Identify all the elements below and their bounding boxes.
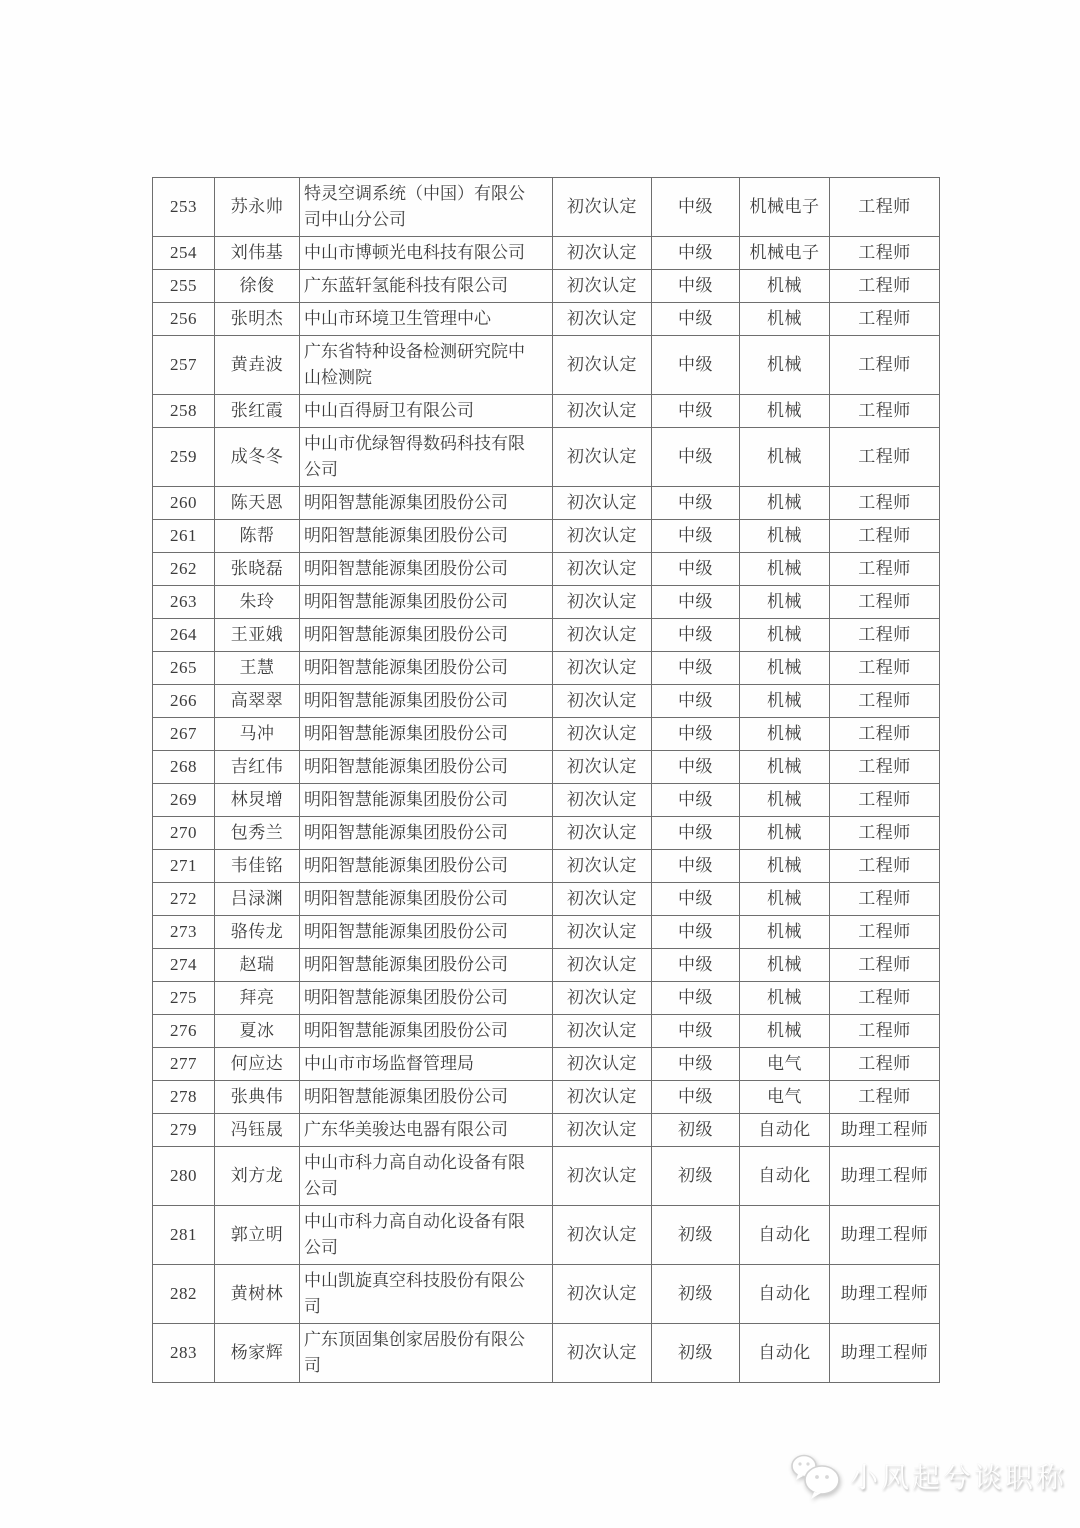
major-cell: 机械 xyxy=(740,685,830,718)
serial-cell: 271 xyxy=(153,850,215,883)
serial-cell: 275 xyxy=(153,982,215,1015)
name-cell: 陈天恩 xyxy=(215,487,300,520)
major-cell: 机械 xyxy=(740,982,830,1015)
serial-cell: 253 xyxy=(153,178,215,237)
name-cell: 夏冰 xyxy=(215,1015,300,1048)
major-cell: 机械 xyxy=(740,586,830,619)
serial-cell: 265 xyxy=(153,652,215,685)
serial-cell: 266 xyxy=(153,685,215,718)
serial-cell: 254 xyxy=(153,237,215,270)
level-cell: 中级 xyxy=(652,751,740,784)
method-cell: 初次认定 xyxy=(553,685,652,718)
title-cell: 工程师 xyxy=(830,270,940,303)
serial-cell: 255 xyxy=(153,270,215,303)
table-row xyxy=(153,982,940,1015)
name-cell: 林炅增 xyxy=(215,784,300,817)
level-cell: 中级 xyxy=(652,883,740,916)
table-row xyxy=(153,1048,940,1081)
method-cell: 初次认定 xyxy=(553,1081,652,1114)
major-cell: 机械 xyxy=(740,336,830,395)
method-cell: 初次认定 xyxy=(553,395,652,428)
company-cell: 中山百得厨卫有限公司 xyxy=(300,395,553,428)
name-cell: 张晓磊 xyxy=(215,553,300,586)
table-row xyxy=(153,883,940,916)
major-cell: 机械 xyxy=(740,949,830,982)
level-cell: 初级 xyxy=(652,1324,740,1383)
company-cell: 广东顶固集创家居股份有限公司 xyxy=(300,1324,553,1383)
title-cell: 工程师 xyxy=(830,652,940,685)
level-cell: 中级 xyxy=(652,303,740,336)
method-cell: 初次认定 xyxy=(553,751,652,784)
major-cell: 自动化 xyxy=(740,1324,830,1383)
table-row xyxy=(153,1114,940,1147)
major-cell: 机械 xyxy=(740,784,830,817)
title-cell: 工程师 xyxy=(830,1048,940,1081)
major-cell: 自动化 xyxy=(740,1114,830,1147)
company-cell: 明阳智慧能源集团股份公司 xyxy=(300,718,553,751)
table-row xyxy=(153,520,940,553)
level-cell: 初级 xyxy=(652,1206,740,1265)
company-cell: 中山市科力高自动化设备有限公司 xyxy=(300,1206,553,1265)
title-cell: 工程师 xyxy=(830,1015,940,1048)
major-cell: 机械 xyxy=(740,553,830,586)
title-cell: 工程师 xyxy=(830,718,940,751)
method-cell: 初次认定 xyxy=(553,784,652,817)
major-cell: 机械 xyxy=(740,428,830,487)
company-cell: 明阳智慧能源集团股份公司 xyxy=(300,685,553,718)
name-cell: 吕渌渊 xyxy=(215,883,300,916)
table-row xyxy=(153,586,940,619)
method-cell: 初次认定 xyxy=(553,1048,652,1081)
major-cell: 机械 xyxy=(740,270,830,303)
title-cell: 工程师 xyxy=(830,237,940,270)
serial-cell: 274 xyxy=(153,949,215,982)
major-cell: 自动化 xyxy=(740,1206,830,1265)
major-cell: 机械 xyxy=(740,487,830,520)
table-row xyxy=(153,1324,940,1383)
method-cell: 初次认定 xyxy=(553,1114,652,1147)
name-cell: 骆传龙 xyxy=(215,916,300,949)
table-row xyxy=(153,1147,940,1206)
level-cell: 初级 xyxy=(652,1265,740,1324)
title-cell: 助理工程师 xyxy=(830,1114,940,1147)
major-cell: 机械 xyxy=(740,520,830,553)
table-row xyxy=(153,303,940,336)
name-cell: 何应达 xyxy=(215,1048,300,1081)
title-cell: 工程师 xyxy=(830,850,940,883)
table-row xyxy=(153,916,940,949)
level-cell: 中级 xyxy=(652,718,740,751)
title-cell: 工程师 xyxy=(830,1081,940,1114)
company-cell: 明阳智慧能源集团股份公司 xyxy=(300,916,553,949)
serial-cell: 261 xyxy=(153,520,215,553)
name-cell: 郭立明 xyxy=(215,1206,300,1265)
name-cell: 冯钰晟 xyxy=(215,1114,300,1147)
company-cell: 明阳智慧能源集团股份公司 xyxy=(300,586,553,619)
title-cell: 助理工程师 xyxy=(830,1324,940,1383)
major-cell: 机械 xyxy=(740,817,830,850)
table-row xyxy=(153,817,940,850)
level-cell: 中级 xyxy=(652,619,740,652)
major-cell: 自动化 xyxy=(740,1265,830,1324)
method-cell: 初次认定 xyxy=(553,883,652,916)
level-cell: 中级 xyxy=(652,270,740,303)
major-cell: 机械 xyxy=(740,883,830,916)
company-cell: 明阳智慧能源集团股份公司 xyxy=(300,1081,553,1114)
method-cell: 初次认定 xyxy=(553,1265,652,1324)
company-cell: 明阳智慧能源集团股份公司 xyxy=(300,883,553,916)
method-cell: 初次认定 xyxy=(553,237,652,270)
name-cell: 马冲 xyxy=(215,718,300,751)
serial-cell: 283 xyxy=(153,1324,215,1383)
level-cell: 中级 xyxy=(652,428,740,487)
method-cell: 初次认定 xyxy=(553,1147,652,1206)
method-cell: 初次认定 xyxy=(553,718,652,751)
table-row xyxy=(153,1081,940,1114)
major-cell: 自动化 xyxy=(740,1147,830,1206)
method-cell: 初次认定 xyxy=(553,270,652,303)
name-cell: 徐俊 xyxy=(215,270,300,303)
table-row xyxy=(153,619,940,652)
company-cell: 明阳智慧能源集团股份公司 xyxy=(300,520,553,553)
level-cell: 中级 xyxy=(652,487,740,520)
name-cell: 吉红伟 xyxy=(215,751,300,784)
name-cell: 刘方龙 xyxy=(215,1147,300,1206)
method-cell: 初次认定 xyxy=(553,916,652,949)
major-cell: 机械 xyxy=(740,718,830,751)
company-cell: 明阳智慧能源集团股份公司 xyxy=(300,553,553,586)
company-cell: 明阳智慧能源集团股份公司 xyxy=(300,751,553,784)
serial-cell: 281 xyxy=(153,1206,215,1265)
method-cell: 初次认定 xyxy=(553,487,652,520)
level-cell: 中级 xyxy=(652,652,740,685)
company-cell: 明阳智慧能源集团股份公司 xyxy=(300,850,553,883)
table-row xyxy=(153,652,940,685)
method-cell: 初次认定 xyxy=(553,619,652,652)
serial-cell: 278 xyxy=(153,1081,215,1114)
title-cell: 工程师 xyxy=(830,751,940,784)
title-cell: 工程师 xyxy=(830,178,940,237)
serial-cell: 263 xyxy=(153,586,215,619)
level-cell: 中级 xyxy=(652,949,740,982)
title-cell: 工程师 xyxy=(830,949,940,982)
title-cell: 工程师 xyxy=(830,520,940,553)
name-cell: 拜亮 xyxy=(215,982,300,1015)
method-cell: 初次认定 xyxy=(553,652,652,685)
company-cell: 明阳智慧能源集团股份公司 xyxy=(300,1015,553,1048)
major-cell: 机械 xyxy=(740,1015,830,1048)
qualification-table xyxy=(152,177,940,1383)
name-cell: 王慧 xyxy=(215,652,300,685)
serial-cell: 262 xyxy=(153,553,215,586)
table-row xyxy=(153,428,940,487)
table-row xyxy=(153,553,940,586)
method-cell: 初次认定 xyxy=(553,1015,652,1048)
company-cell: 中山凯旋真空科技股份有限公司 xyxy=(300,1265,553,1324)
serial-cell: 270 xyxy=(153,817,215,850)
name-cell: 王亚娥 xyxy=(215,619,300,652)
table-row xyxy=(153,395,940,428)
title-cell: 工程师 xyxy=(830,817,940,850)
name-cell: 韦佳铭 xyxy=(215,850,300,883)
table-row xyxy=(153,336,940,395)
title-cell: 助理工程师 xyxy=(830,1206,940,1265)
title-cell: 工程师 xyxy=(830,883,940,916)
serial-cell: 260 xyxy=(153,487,215,520)
method-cell: 初次认定 xyxy=(553,428,652,487)
title-cell: 工程师 xyxy=(830,916,940,949)
title-cell: 工程师 xyxy=(830,619,940,652)
level-cell: 中级 xyxy=(652,817,740,850)
name-cell: 刘伟基 xyxy=(215,237,300,270)
company-cell: 特灵空调系统（中国）有限公司中山分公司 xyxy=(300,178,553,237)
level-cell: 中级 xyxy=(652,1048,740,1081)
major-cell: 机械 xyxy=(740,395,830,428)
company-cell: 中山市博顿光电科技有限公司 xyxy=(300,237,553,270)
method-cell: 初次认定 xyxy=(553,178,652,237)
level-cell: 初级 xyxy=(652,1114,740,1147)
title-cell: 工程师 xyxy=(830,685,940,718)
name-cell: 张红霞 xyxy=(215,395,300,428)
title-cell: 工程师 xyxy=(830,428,940,487)
serial-cell: 277 xyxy=(153,1048,215,1081)
company-cell: 明阳智慧能源集团股份公司 xyxy=(300,487,553,520)
level-cell: 中级 xyxy=(652,685,740,718)
level-cell: 中级 xyxy=(652,784,740,817)
method-cell: 初次认定 xyxy=(553,586,652,619)
title-cell: 助理工程师 xyxy=(830,1265,940,1324)
major-cell: 机械 xyxy=(740,916,830,949)
watermark xyxy=(790,1452,1067,1500)
table-row xyxy=(153,718,940,751)
name-cell: 成冬冬 xyxy=(215,428,300,487)
serial-cell: 279 xyxy=(153,1114,215,1147)
major-cell: 机械 xyxy=(740,751,830,784)
serial-cell: 264 xyxy=(153,619,215,652)
level-cell: 中级 xyxy=(652,553,740,586)
company-cell: 明阳智慧能源集团股份公司 xyxy=(300,982,553,1015)
company-cell: 广东华美骏达电器有限公司 xyxy=(300,1114,553,1147)
table-row xyxy=(153,487,940,520)
major-cell: 电气 xyxy=(740,1048,830,1081)
level-cell: 中级 xyxy=(652,916,740,949)
name-cell: 张明杰 xyxy=(215,303,300,336)
major-cell: 机械 xyxy=(740,619,830,652)
method-cell: 初次认定 xyxy=(553,520,652,553)
name-cell: 黄树林 xyxy=(215,1265,300,1324)
title-cell: 工程师 xyxy=(830,395,940,428)
method-cell: 初次认定 xyxy=(553,553,652,586)
serial-cell: 269 xyxy=(153,784,215,817)
level-cell: 中级 xyxy=(652,850,740,883)
name-cell: 朱玲 xyxy=(215,586,300,619)
serial-cell: 259 xyxy=(153,428,215,487)
table-row xyxy=(153,1206,940,1265)
level-cell: 中级 xyxy=(652,520,740,553)
method-cell: 初次认定 xyxy=(553,1324,652,1383)
title-cell: 工程师 xyxy=(830,553,940,586)
table-row xyxy=(153,237,940,270)
level-cell: 中级 xyxy=(652,1015,740,1048)
serial-cell: 268 xyxy=(153,751,215,784)
method-cell: 初次认定 xyxy=(553,336,652,395)
qualification-table-body xyxy=(153,178,940,1383)
title-cell: 工程师 xyxy=(830,303,940,336)
level-cell: 中级 xyxy=(652,237,740,270)
title-cell: 工程师 xyxy=(830,487,940,520)
table-row xyxy=(153,270,940,303)
table-row xyxy=(153,850,940,883)
serial-cell: 273 xyxy=(153,916,215,949)
company-cell: 明阳智慧能源集团股份公司 xyxy=(300,817,553,850)
company-cell: 明阳智慧能源集团股份公司 xyxy=(300,652,553,685)
company-cell: 明阳智慧能源集团股份公司 xyxy=(300,784,553,817)
company-cell: 中山市环境卫生管理中心 xyxy=(300,303,553,336)
table-row xyxy=(153,1265,940,1324)
level-cell: 中级 xyxy=(652,1081,740,1114)
name-cell: 杨家辉 xyxy=(215,1324,300,1383)
method-cell: 初次认定 xyxy=(553,850,652,883)
name-cell: 高翠翠 xyxy=(215,685,300,718)
level-cell: 中级 xyxy=(652,395,740,428)
serial-cell: 272 xyxy=(153,883,215,916)
watermark-text: 小风起兮谈职称 xyxy=(850,1462,1068,1493)
name-cell: 黄垚波 xyxy=(215,336,300,395)
wechat-bubbles-icon xyxy=(790,1452,842,1500)
name-cell: 陈帮 xyxy=(215,520,300,553)
name-cell: 苏永帅 xyxy=(215,178,300,237)
major-cell: 机械 xyxy=(740,850,830,883)
level-cell: 中级 xyxy=(652,178,740,237)
company-cell: 中山市科力高自动化设备有限公司 xyxy=(300,1147,553,1206)
name-cell: 张典伟 xyxy=(215,1081,300,1114)
major-cell: 机械电子 xyxy=(740,237,830,270)
method-cell: 初次认定 xyxy=(553,949,652,982)
major-cell: 机械 xyxy=(740,303,830,336)
table-row xyxy=(153,949,940,982)
major-cell: 机械电子 xyxy=(740,178,830,237)
major-cell: 电气 xyxy=(740,1081,830,1114)
table-row xyxy=(153,751,940,784)
method-cell: 初次认定 xyxy=(553,817,652,850)
company-cell: 广东省特种设备检测研究院中山检测院 xyxy=(300,336,553,395)
level-cell: 中级 xyxy=(652,982,740,1015)
level-cell: 中级 xyxy=(652,336,740,395)
table-row xyxy=(153,685,940,718)
company-cell: 广东蓝轩氢能科技有限公司 xyxy=(300,270,553,303)
level-cell: 中级 xyxy=(652,586,740,619)
serial-cell: 257 xyxy=(153,336,215,395)
serial-cell: 276 xyxy=(153,1015,215,1048)
level-cell: 初级 xyxy=(652,1147,740,1206)
title-cell: 工程师 xyxy=(830,784,940,817)
method-cell: 初次认定 xyxy=(553,1206,652,1265)
serial-cell: 258 xyxy=(153,395,215,428)
name-cell: 赵瑞 xyxy=(215,949,300,982)
serial-cell: 282 xyxy=(153,1265,215,1324)
company-cell: 中山市优绿智得数码科技有限公司 xyxy=(300,428,553,487)
method-cell: 初次认定 xyxy=(553,303,652,336)
company-cell: 明阳智慧能源集团股份公司 xyxy=(300,619,553,652)
company-cell: 中山市市场监督管理局 xyxy=(300,1048,553,1081)
method-cell: 初次认定 xyxy=(553,982,652,1015)
serial-cell: 256 xyxy=(153,303,215,336)
company-cell: 明阳智慧能源集团股份公司 xyxy=(300,949,553,982)
serial-cell: 267 xyxy=(153,718,215,751)
table-row xyxy=(153,178,940,237)
title-cell: 工程师 xyxy=(830,982,940,1015)
name-cell: 包秀兰 xyxy=(215,817,300,850)
major-cell: 机械 xyxy=(740,652,830,685)
title-cell: 工程师 xyxy=(830,586,940,619)
serial-cell: 280 xyxy=(153,1147,215,1206)
title-cell: 工程师 xyxy=(830,336,940,395)
title-cell: 助理工程师 xyxy=(830,1147,940,1206)
table-row xyxy=(153,784,940,817)
table-row xyxy=(153,1015,940,1048)
